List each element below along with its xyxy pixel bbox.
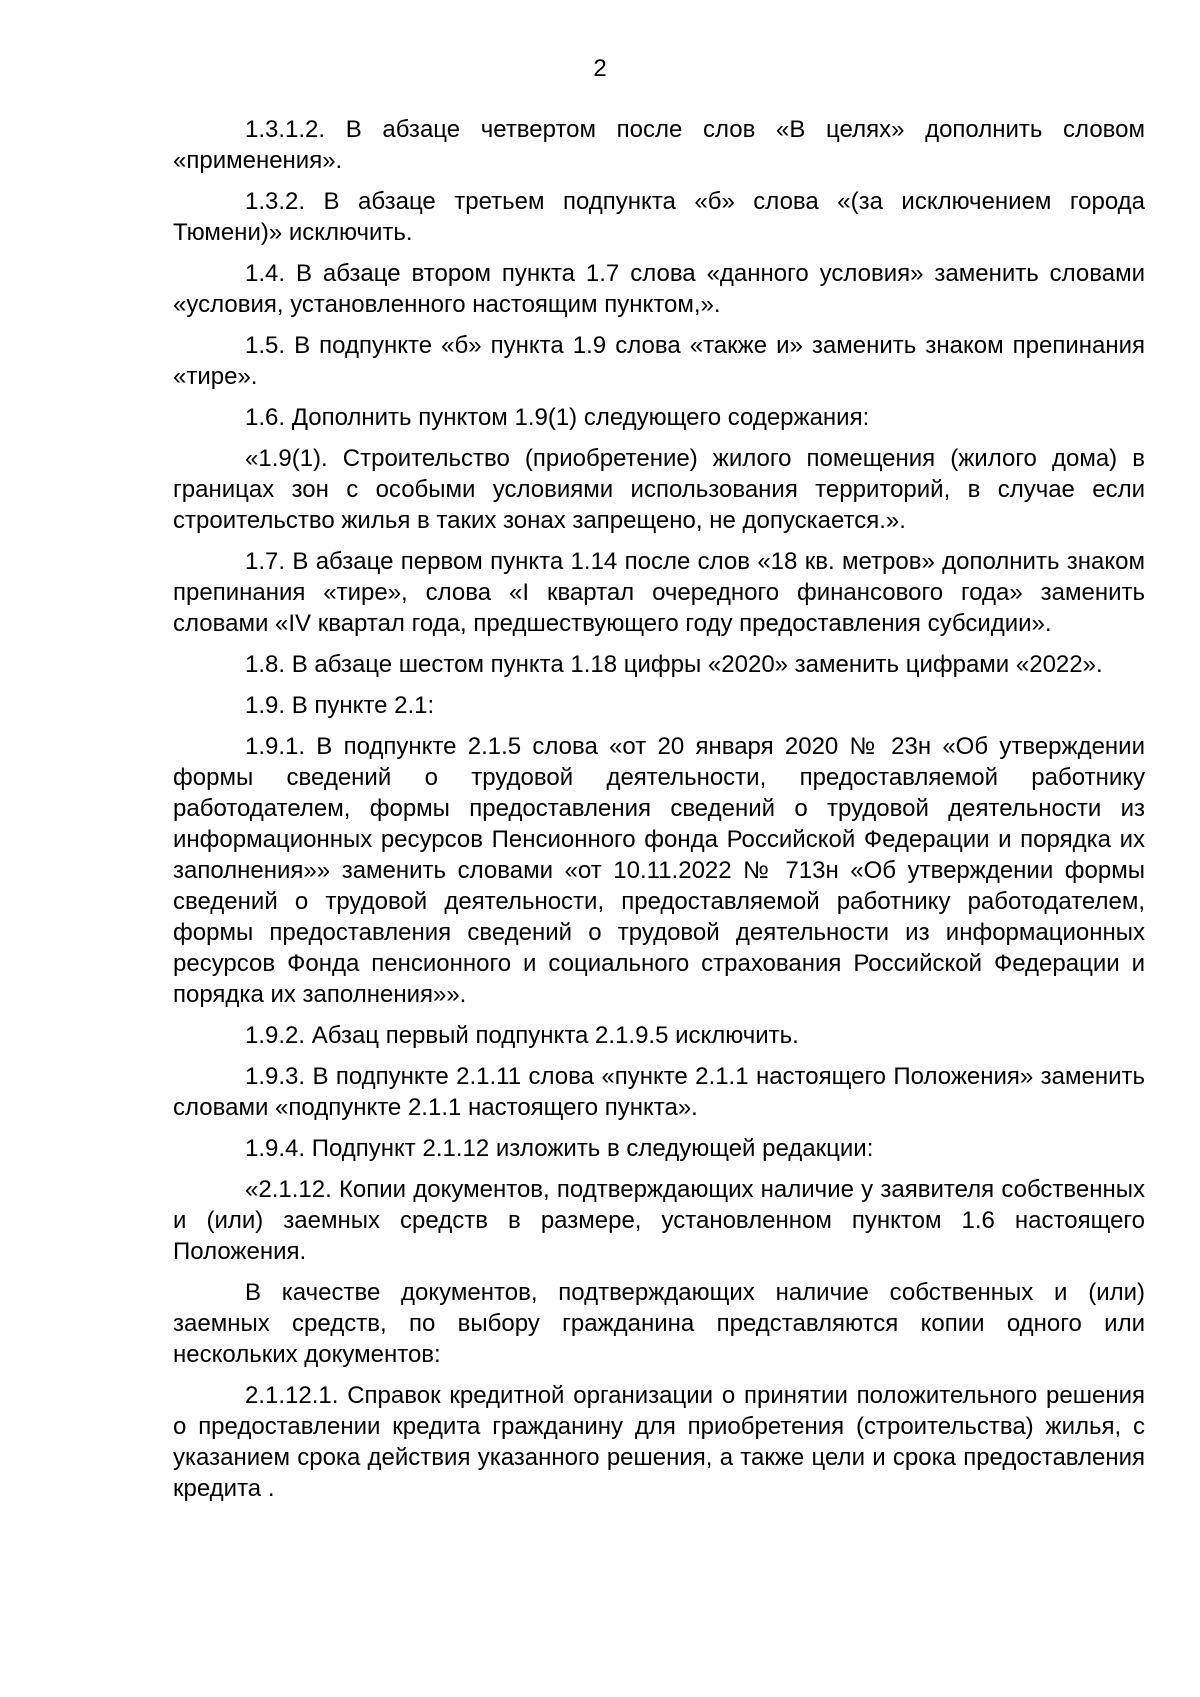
paragraph: 2.1.12.1. Справок кредитной организации о принятии положительного решения о предоставлении кредита гражданину для приобретения (строительства) жилья, с указанием срока действия указанного решения, а также цели и срока предоставления кредита . (173, 1382, 1145, 1502)
paragraph: 1.6. Дополнить пунктом 1.9(1) следующего содержания: (245, 404, 870, 431)
document-body (173, 114, 1145, 1514)
paragraph: В качестве документов, подтверждающих наличие собственных и (или) заемных средств, по выбору гражданина представляются копии одного или нескольких документов: (173, 1279, 1145, 1368)
paragraph: 1.3.2. В абзаце третьем подпункта «б» слова «(за исключением города Тюмени)» исключить. (173, 188, 1145, 246)
paragraph: 1.9. В пункте 2.1: (245, 692, 435, 719)
paragraph: 1.8. В абзаце шестом пункта 1.18 цифры «2020» заменить цифрами «2022». (245, 651, 1103, 678)
paragraph: 1.4. В абзаце втором пункта 1.7 слова «данного условия» заменить словами «условия, установленного настоящим пунктом,». (173, 260, 1145, 318)
paragraph: «1.9(1). Строительство (приобретение) жилого помещения (жилого дома) в границах зон с особыми условиями использования территорий, в случае если строительство жилья в таких зонах запрещено, не допускается.». (173, 445, 1145, 534)
paragraph: 1.9.4. Подпункт 2.1.12 изложить в следующей редакции: (245, 1135, 874, 1162)
paragraph: 1.3.1.2. В абзаце четвертом после слов «В целях» дополнить словом «применения». (173, 116, 1145, 174)
paragraph: 1.9.3. В подпункте 2.1.11 слова «пункте 2.1.1 настоящего Положения» заменить словами «подпункте 2.1.1 настоящего пункта». (173, 1063, 1145, 1121)
paragraph: 1.7. В абзаце первом пункта 1.14 после слов «18 кв. метров» дополнить знаком препинания «тире», слова «I квартал очередного финансового года» заменить словами «IV квартал года, предшествующего году предоставления субсидии». (173, 548, 1145, 637)
paragraph: 1.5. В подпункте «б» пункта 1.9 слова «также и» заменить знаком препинания «тире». (173, 332, 1145, 390)
paragraph: 1.9.2. Абзац первый подпункта 2.1.9.5 исключить. (245, 1022, 799, 1049)
paragraph: «2.1.12. Копии документов, подтверждающих наличие у заявителя собственных и (или) заемных средств в размере, установленном пунктом 1.6 настоящего Положения. (173, 1176, 1145, 1265)
page-number: 2 (593, 55, 607, 82)
paragraph: 1.9.1. В подпункте 2.1.5 слова «от 20 января 2020 № 23н «Об утверждении формы сведений о трудовой деятельности, предоставляемой работнику работодателем, формы предоставления сведений о трудовой деятельности из информационных ресурсов Пенсионного фонда Российской Федерации и порядка их заполнения»» заменить словами «от 10.11.2022 № 713н «Об утверждении формы сведений о трудовой деятельности, предоставляемой работнику работодателем, формы предоставления сведений о трудовой деятельности из информационных ресурсов Фонда пенсионного и социального страхования Российской Федерации и порядка их заполнения»». (173, 733, 1145, 1008)
